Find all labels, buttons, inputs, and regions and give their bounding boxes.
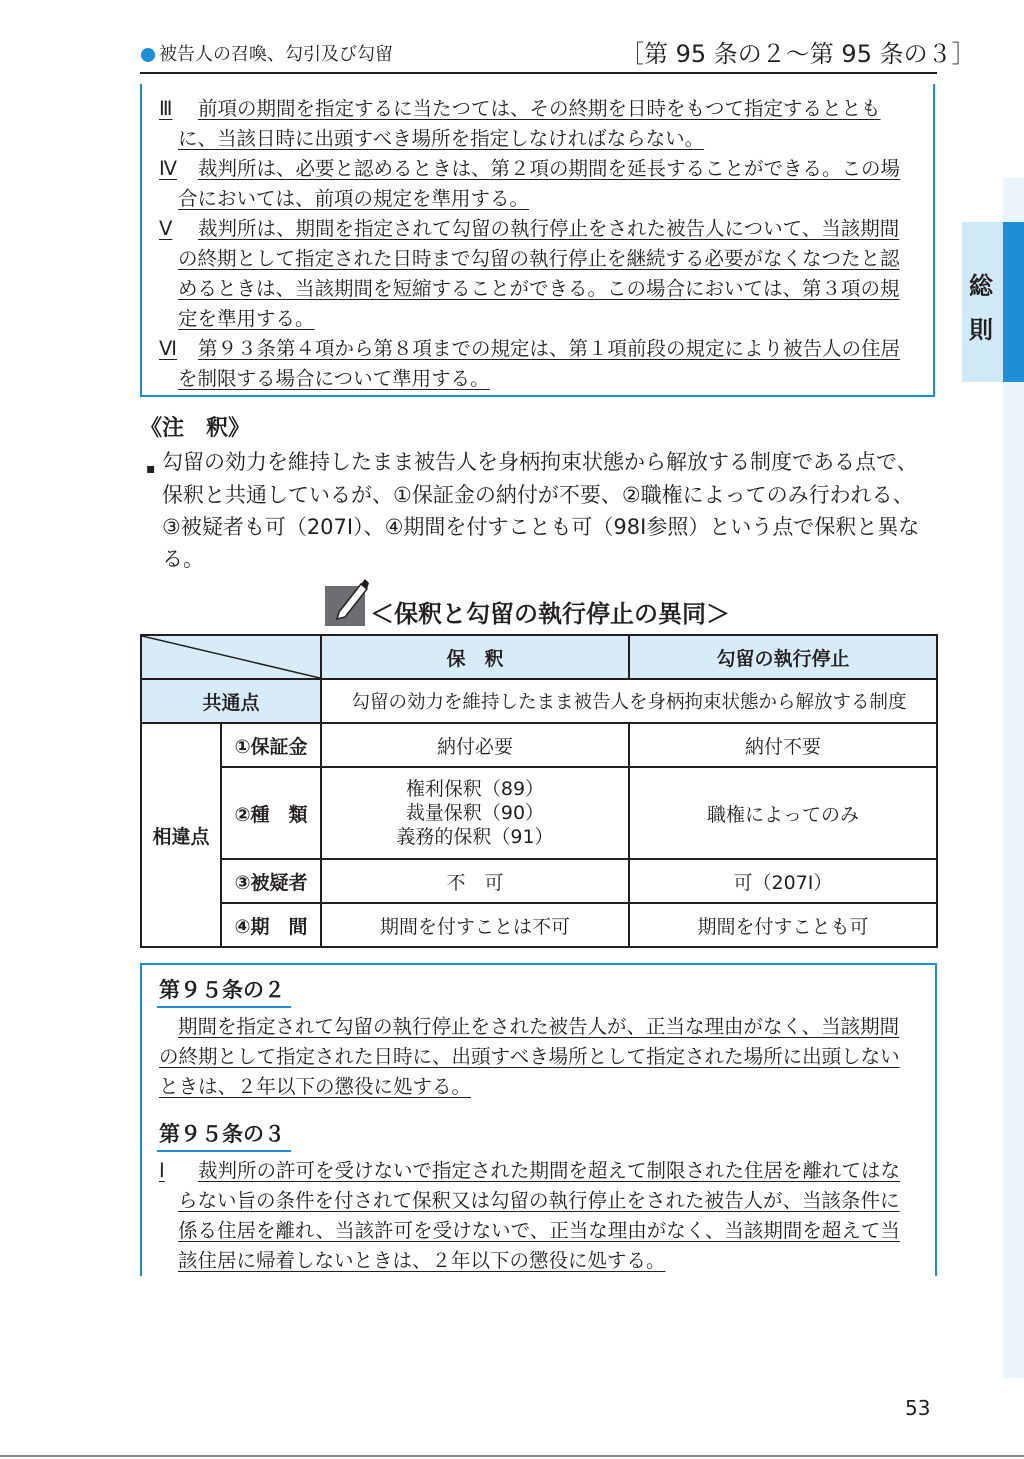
paragraph-number: Ⅳ	[159, 157, 177, 180]
article-line: らない旨の条件を付されて保釈又は勾留の執行停止をされた被告人が、当該条件に	[178, 1189, 900, 1212]
article-line: 該住居に帰着しないときは、２年以下の懲役に処する。	[178, 1249, 666, 1272]
law-line: 裁判所は、必要と認めるときは、第２項の期間を延長することができる。この場	[198, 157, 901, 180]
side-tab-char-1: 総	[969, 272, 993, 300]
diagonal-line	[142, 636, 320, 678]
law-line: を制限する場合について準用する。	[178, 367, 490, 390]
bullet-icon: ▪	[146, 461, 156, 477]
commentary-line: 保釈と共通しているが、①保証金の納付が不要、②職権によってのみ行われる、	[162, 483, 914, 507]
paragraph-number: Ⅵ	[159, 337, 177, 360]
common-text: 勾留の効力を維持したまま被告人を身柄拘束状態から解放する制度	[321, 679, 937, 723]
side-tab-bar	[1003, 222, 1024, 382]
row-header-common: 共通点	[141, 679, 321, 723]
commentary-heading: 《注 釈》	[140, 416, 251, 441]
law-line: 裁判所は、期間を指定されて勾留の執行停止をされた被告人について、当該期間	[198, 217, 900, 240]
table-corner-cell	[141, 635, 321, 679]
article-title-underline	[157, 1150, 291, 1152]
law-line: 第９３条第４項から第８項までの規定は、第１項前段の規定により被告人の住居	[198, 337, 901, 360]
cell-teishi: 期間を付すことも可	[629, 903, 937, 947]
article-title-underline	[157, 1006, 291, 1008]
pencil-icon	[325, 578, 369, 626]
comparison-table	[140, 634, 938, 948]
article-line: の終期として指定された日時に、出頭すべき場所として指定された場所に出頭しない	[159, 1045, 900, 1068]
article-line: 期間を指定されて勾留の執行停止をされた被告人が、正当な理由がなく、当該期間	[178, 1015, 900, 1038]
cell-teishi: 納付不要	[629, 723, 937, 767]
section-title: 被告人の召喚、勾引及び勾留	[159, 44, 393, 65]
law-line: 定を準用する。	[178, 307, 315, 330]
cell-hoshaku-line: 権利保釈（89）	[405, 778, 545, 800]
cell-teishi: 職権によってのみ	[629, 767, 937, 859]
law-line: めるときは、当該期間を短縮することができる。この場合においては、第３項の規	[178, 277, 900, 300]
law-line: に、当該日時に出頭すべき場所を指定しなければならない。	[178, 127, 705, 150]
row-header-diff: 相違点	[141, 723, 221, 947]
cell-hoshaku-line: 義務的保釈（91）	[396, 826, 554, 848]
paragraph-number: Ⅲ	[159, 97, 173, 120]
cell-hoshaku-line: 裁量保釈（90）	[405, 802, 545, 824]
article-line: 係る住居を離れ、当該許可を受けないで、正当な理由がなく、当該期間を超えて当	[178, 1219, 900, 1242]
law-line: 合においては、前項の規定を準用する。	[178, 187, 530, 210]
row-label: ②種 類	[221, 767, 321, 859]
cell-hoshaku: 期間を付すことは不可	[321, 903, 629, 947]
row-label: ④期 間	[221, 903, 321, 947]
paragraph-number: Ⅴ	[159, 217, 173, 240]
cell-hoshaku: 不 可	[321, 859, 629, 903]
side-tab-char-2: 則	[969, 316, 993, 344]
commentary-line: 勾留の効力を維持したまま被告人を身柄拘束状態から解放する制度である点で、	[162, 450, 918, 474]
law-line: 前項の期間を指定するに当たつては、その終期を日時をもつて指定するととも	[198, 97, 881, 120]
table-title: ＜保釈と勾留の執行停止の異同＞	[370, 600, 730, 628]
law-line: の終期として指定された日時まで勾留の執行停止を継続する必要がなくなつたと認	[178, 247, 900, 270]
cell-hoshaku	[321, 767, 629, 859]
article-line: 裁判所の許可を受けないで指定された期間を超えて制限された住居を離れてはな	[198, 1159, 901, 1182]
article-range: ［第 95 条の２～第 95 条の３］	[620, 40, 976, 68]
article-title: 第９５条の２	[159, 978, 285, 1002]
commentary-line: る。	[162, 547, 204, 571]
bullet-dot-icon	[141, 48, 155, 62]
article-line: ときは、２年以下の懲役に処する。	[159, 1075, 472, 1098]
col-header-hoshaku: 保 釈	[321, 635, 629, 679]
header-rule	[140, 72, 937, 74]
row-label: ①保証金	[221, 723, 321, 767]
article-title: 第９５条の３	[159, 1122, 285, 1146]
commentary-line: ③被疑者も可（207Ⅰ）、④期間を付すことも可（98Ⅰ参照）という点で保釈と異な	[162, 515, 920, 539]
page-number: 53	[905, 1396, 931, 1420]
cell-teishi: 可（207Ⅰ）	[629, 859, 937, 903]
bottom-rule	[0, 1455, 1024, 1457]
col-header-teishi: 勾留の執行停止	[629, 635, 937, 679]
cell-hoshaku: 納付必要	[321, 723, 629, 767]
paragraph-number: Ⅰ	[159, 1159, 165, 1182]
row-label: ③被疑者	[221, 859, 321, 903]
